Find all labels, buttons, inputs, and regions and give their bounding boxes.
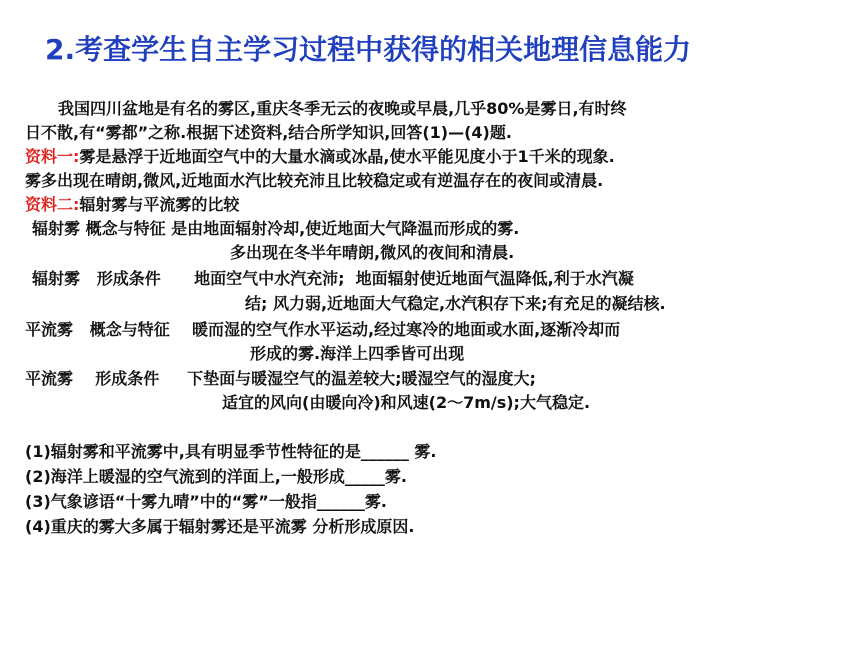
question-1: (1)辐射雾和平流雾中,具有明显季节性特征的是______ 雾. (25, 442, 437, 461)
comparison-row-4: 平流雾 形成条件 下垫面与暖湿空气的温差较大;暖湿空气的湿度大; (25, 369, 536, 388)
comparison-row-2-cont: 结; 风力弱,近地面大气稳定,水汽积存下来;有充足的凝结核. (245, 294, 666, 313)
material-two-label: 资料二: (25, 195, 80, 214)
material-one-line-2: 雾多出现在晴朗,微风,近地面水汽比较充沛且比较稳定或有逆温存在的夜间或清晨. (25, 171, 604, 190)
question-2: (2)海洋上暖湿的空气流到的洋面上,一般形成_____雾. (25, 467, 407, 486)
question-4: (4)重庆的雾大多属于辐射雾还是平流雾 分析形成原因. (25, 517, 415, 536)
material-two-text: 辐射雾与平流雾的比较 (79, 195, 240, 214)
page-title: 2.考查学生自主学习过程中获得的相关地理信息能力 (45, 33, 692, 66)
comparison-row-2: 辐射雾 形成条件 地面空气中水汽充沛; 地面辐射使近地面气温降低,利于水汽凝 (32, 269, 634, 288)
material-one-label: 资料一: (25, 147, 80, 166)
intro-line-2: 日不散,有“雾都”之称.根据下述资料,结合所学知识,回答(1)—(4)题. (25, 123, 512, 142)
material-two (25, 194, 239, 216)
comparison-row-4-cont: 适宜的风向(由暖向冷)和风速(2～7m/s);大气稳定. (222, 393, 591, 412)
comparison-row-3: 平流雾 概念与特征 暖而湿的空气作水平运动,经过寒冷的地面或水面,逐渐冷却而 (25, 320, 621, 339)
question-3: (3)气象谚语“十雾九晴”中的“雾”一般指______雾. (25, 492, 387, 511)
comparison-row-1: 辐射雾 概念与特征 是由地面辐射冷却,使近地面大气降温而形成的雾. (32, 219, 520, 238)
comparison-row-3-cont: 形成的雾.海洋上四季皆可出现 (250, 344, 465, 363)
comparison-row-1-cont: 多出现在冬半年晴朗,微风的夜间和清晨. (230, 243, 515, 262)
material-one-text: 雾是悬浮于近地面空气中的大量水滴或冰晶,使水平能见度小于1千米的现象. (79, 147, 615, 166)
intro-line-1: 我国四川盆地是有名的雾区,重庆冬季无云的夜晚或早晨,几乎80%是雾日,有时终 (58, 99, 627, 118)
material-one (25, 146, 615, 168)
